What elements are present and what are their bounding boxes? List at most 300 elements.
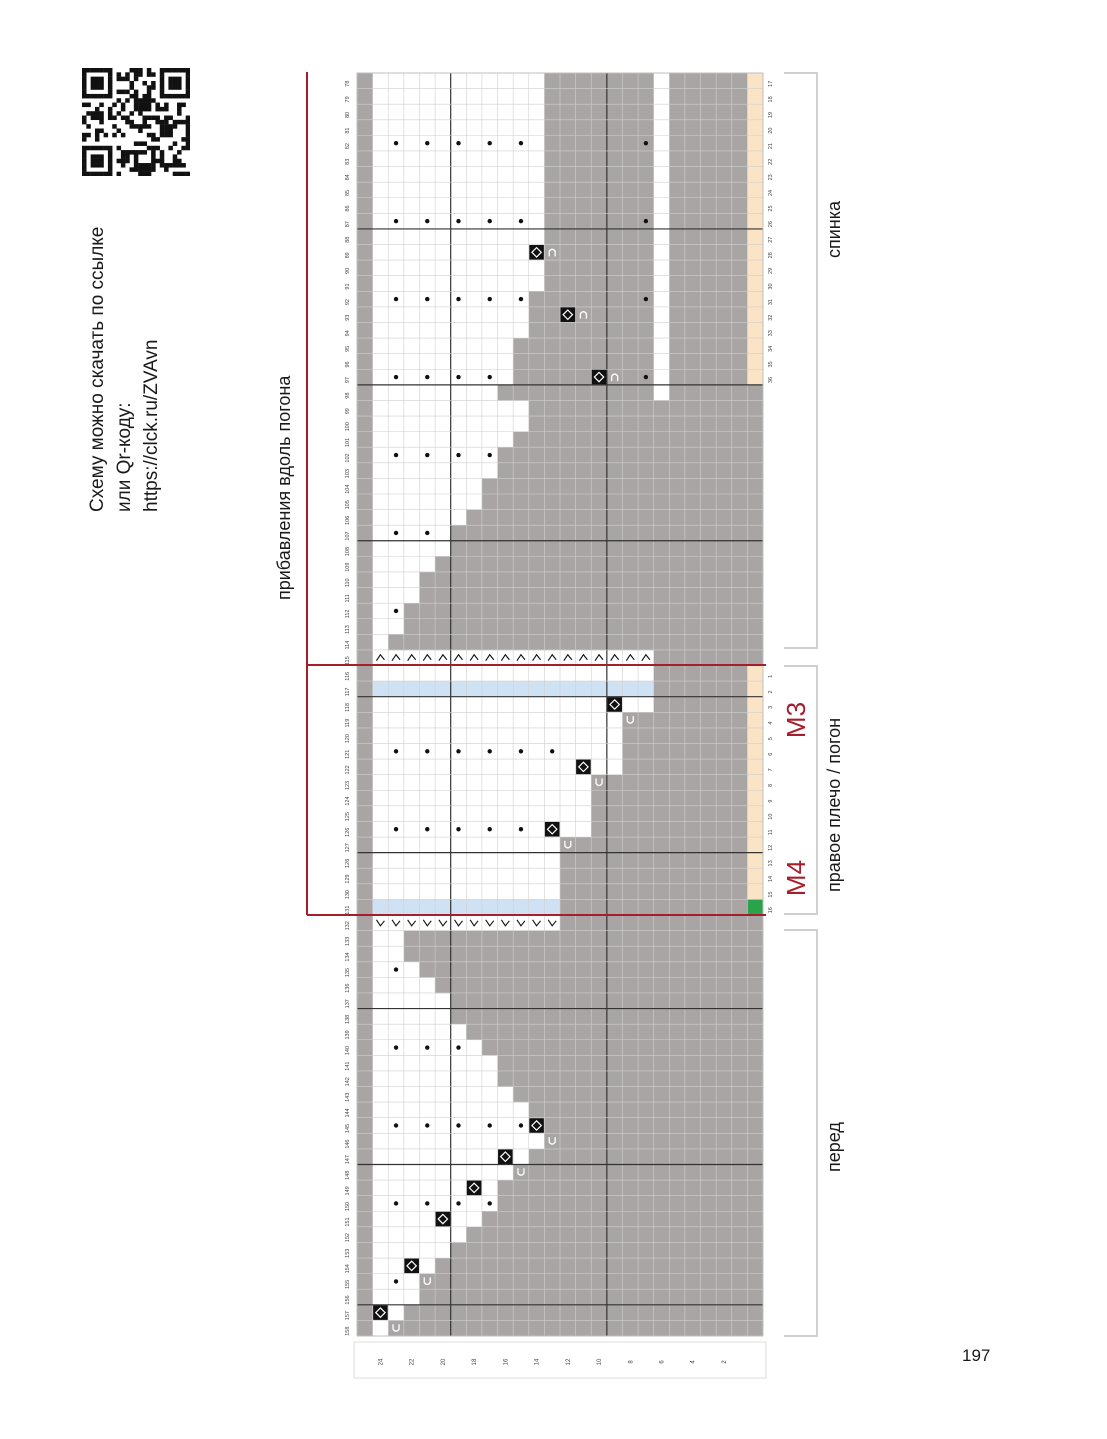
- counter-label: 25: [768, 205, 774, 212]
- no-stitch-cell: [404, 1305, 763, 1321]
- section-label-pered: перед: [824, 1122, 844, 1172]
- no-stitch-cell: [544, 245, 654, 261]
- row-label: 119: [345, 718, 351, 728]
- row-label: 108: [345, 546, 351, 557]
- counter-label: 32: [768, 314, 774, 321]
- no-stitch-cell: [357, 89, 373, 105]
- no-stitch-cell: [435, 1258, 763, 1274]
- counter-label: 1: [768, 674, 774, 678]
- purl-dot: [394, 297, 398, 301]
- row-label: 118: [345, 703, 351, 712]
- counter-label: 34: [768, 345, 774, 352]
- purl-dot: [394, 1045, 398, 1049]
- counter-label: 7: [768, 768, 774, 772]
- counter-label: 3: [768, 705, 774, 710]
- bracket-pered: [784, 930, 817, 1336]
- row-label: 151: [345, 1217, 351, 1227]
- counter-label: 17: [768, 80, 774, 87]
- no-stitch-cell: [357, 853, 373, 869]
- no-stitch-cell: [357, 619, 373, 635]
- no-stitch-cell: [357, 977, 373, 993]
- counter-label: 16: [768, 907, 774, 914]
- purl-dot: [456, 1045, 460, 1049]
- row-label: 154: [345, 1264, 351, 1274]
- counter-label: 5: [768, 737, 774, 741]
- no-stitch-cell: [357, 416, 373, 432]
- counter-label: 4: [768, 721, 774, 725]
- no-stitch-cell: [529, 416, 764, 432]
- no-stitch-cell: [357, 946, 373, 962]
- counter-label: 12: [768, 844, 774, 851]
- purl-dot: [394, 141, 398, 145]
- no-stitch-cell: [357, 400, 373, 416]
- no-stitch-cell: [357, 899, 373, 915]
- purl-dot: [456, 749, 460, 753]
- row-label: 124: [345, 796, 351, 806]
- no-stitch-cell: [357, 1164, 373, 1180]
- counter-label: 10: [768, 813, 774, 820]
- counter-label: 6: [768, 752, 774, 756]
- no-stitch-cell: [357, 712, 373, 728]
- purl-dot: [425, 141, 429, 145]
- row-label: 101: [345, 437, 351, 448]
- no-stitch-cell: [357, 681, 373, 697]
- row-label: 105: [345, 500, 351, 510]
- purl-dot: [425, 297, 429, 301]
- purl-dot: [425, 827, 429, 831]
- row-label: 152: [345, 1233, 351, 1243]
- stitch-label: 18: [472, 1358, 479, 1366]
- counter-label: 20: [768, 127, 774, 134]
- no-stitch-cell: [404, 619, 763, 635]
- no-stitch-cell: [622, 728, 763, 744]
- no-stitch-cell: [357, 307, 373, 323]
- purl-dot: [519, 141, 523, 145]
- no-stitch-cell: [654, 681, 764, 697]
- no-stitch-cell: [544, 120, 654, 136]
- no-stitch-cell: [513, 338, 654, 354]
- no-stitch-cell: [357, 494, 373, 510]
- no-stitch-cell: [357, 1196, 373, 1212]
- no-stitch-cell: [357, 447, 373, 463]
- no-stitch-cell: [357, 603, 373, 619]
- row-label: 103: [345, 469, 351, 479]
- row-label: 84: [345, 174, 351, 181]
- no-stitch-cell: [357, 1024, 373, 1040]
- no-stitch-cell: [357, 276, 373, 292]
- row-label: 115: [345, 656, 351, 666]
- no-stitch-cell: [529, 1102, 764, 1118]
- counter-label: 14: [768, 875, 774, 883]
- no-stitch-cell: [435, 556, 763, 572]
- no-stitch-cell: [357, 260, 373, 276]
- no-stitch-cell: [544, 89, 654, 105]
- no-stitch-cell: [357, 463, 373, 479]
- row-label: 145: [345, 1123, 351, 1134]
- row-label: 114: [345, 640, 351, 650]
- no-stitch-cell: [357, 588, 373, 604]
- counter-label: 30: [768, 283, 774, 290]
- no-stitch-cell: [544, 229, 654, 245]
- no-stitch-cell: [357, 1071, 373, 1087]
- row-label: 147: [345, 1155, 351, 1165]
- purl-dot: [519, 1123, 523, 1127]
- purl-dot: [456, 375, 460, 379]
- row-label: 81: [345, 127, 351, 134]
- purl-dot: [456, 1123, 460, 1127]
- no-stitch-cell: [622, 712, 763, 728]
- stitch-label: 20: [440, 1358, 447, 1366]
- counter-label: 29: [768, 267, 774, 274]
- stitch-label: 12: [565, 1358, 572, 1366]
- no-stitch-cell: [357, 369, 373, 385]
- no-stitch-cell: [357, 697, 373, 713]
- row-label: 83: [345, 158, 351, 165]
- purl-dot: [519, 827, 523, 831]
- no-stitch-cell: [544, 198, 654, 214]
- no-stitch-cell: [357, 245, 373, 261]
- purl-dot: [644, 141, 648, 145]
- counter-label: 27: [768, 236, 774, 243]
- no-stitch-cell: [357, 541, 373, 557]
- no-stitch-cell: [591, 775, 763, 791]
- purl-dot: [456, 1201, 460, 1205]
- purl-dot: [425, 1123, 429, 1127]
- section-label-shoulder: правое плечо / погон: [824, 717, 844, 892]
- counter-label: 23: [768, 174, 774, 181]
- no-stitch-cell: [654, 666, 764, 682]
- no-stitch-cell: [357, 884, 373, 900]
- no-stitch-cell: [357, 1227, 373, 1243]
- purl-dot: [394, 749, 398, 753]
- no-stitch-cell: [544, 213, 654, 229]
- purl-dot: [394, 967, 398, 971]
- purl-dot: [425, 1045, 429, 1049]
- counter-label: 13: [768, 860, 774, 867]
- row-label: 132: [345, 921, 351, 931]
- counter-label: 24: [768, 189, 774, 197]
- no-stitch-cell: [357, 291, 373, 307]
- counter-label: 19: [768, 111, 774, 119]
- purl-dot: [394, 453, 398, 457]
- row-label: 93: [345, 314, 351, 321]
- purl-dot: [488, 1123, 492, 1127]
- row-label: 122: [345, 765, 351, 775]
- row-label: 130: [345, 890, 351, 900]
- purl-dot: [394, 1201, 398, 1205]
- row-label: 98: [345, 392, 351, 399]
- purl-dot: [425, 453, 429, 457]
- no-stitch-cell: [357, 1180, 373, 1196]
- no-stitch-cell: [357, 666, 373, 682]
- row-label: 89: [345, 252, 351, 259]
- row-label: 156: [345, 1295, 351, 1305]
- no-stitch-cell: [654, 697, 764, 713]
- row-label: 87: [345, 221, 351, 228]
- row-label: 149: [345, 1186, 351, 1196]
- purl-dot: [488, 297, 492, 301]
- row-label: 144: [345, 1108, 351, 1118]
- no-stitch-cell: [498, 447, 764, 463]
- row-label: 100: [345, 422, 351, 432]
- purl-dot: [519, 297, 523, 301]
- counter-label: 15: [768, 891, 774, 898]
- row-label: 88: [345, 236, 351, 243]
- row-label: 141: [345, 1061, 351, 1071]
- no-stitch-cell: [357, 759, 373, 775]
- no-stitch-cell: [544, 182, 654, 198]
- purl-dot: [488, 453, 492, 457]
- row-label: 107: [345, 531, 351, 541]
- no-stitch-cell: [357, 572, 373, 588]
- no-stitch-cell: [622, 759, 763, 775]
- purl-dot: [425, 749, 429, 753]
- purl-dot: [644, 297, 648, 301]
- row-label: 128: [345, 858, 351, 869]
- row-label: 140: [345, 1045, 351, 1056]
- no-stitch-cell: [357, 1102, 373, 1118]
- purl-dot: [394, 375, 398, 379]
- no-stitch-cell: [357, 120, 373, 136]
- no-stitch-cell: [560, 853, 763, 869]
- no-stitch-cell: [357, 993, 373, 1009]
- row-label: 112: [345, 609, 351, 619]
- no-stitch-cell: [357, 821, 373, 837]
- no-stitch-cell: [357, 1258, 373, 1274]
- stitch-label: 2: [721, 1360, 728, 1364]
- stitch-label: 8: [628, 1360, 635, 1364]
- no-stitch-cell: [498, 1055, 764, 1071]
- purl-dot: [456, 827, 460, 831]
- row-label: 113: [345, 625, 351, 634]
- no-stitch-cell: [357, 213, 373, 229]
- counter-label: 8: [768, 783, 774, 787]
- row-label: 131: [345, 905, 351, 915]
- counter-label: 2: [768, 690, 774, 694]
- stitch-label-strip: [354, 1342, 766, 1378]
- purl-dot: [519, 219, 523, 223]
- row-label: 153: [345, 1248, 351, 1258]
- no-stitch-cell: [357, 1305, 373, 1321]
- no-stitch-cell: [404, 946, 763, 962]
- no-stitch-cell: [357, 868, 373, 884]
- purl-dot: [488, 827, 492, 831]
- no-stitch-cell: [357, 1211, 373, 1227]
- stitch-label: 24: [378, 1358, 385, 1366]
- purl-dot: [425, 1201, 429, 1205]
- no-stitch-cell: [357, 915, 373, 931]
- counter-label: 31: [768, 299, 774, 306]
- no-stitch-cell: [357, 1087, 373, 1103]
- row-label: 121: [345, 749, 351, 759]
- row-label: 125: [345, 812, 351, 822]
- no-stitch-cell: [498, 1071, 764, 1087]
- row-label: 157: [345, 1311, 351, 1321]
- no-stitch-cell: [357, 198, 373, 214]
- no-stitch-cell: [357, 229, 373, 245]
- counter-label: 9: [768, 799, 774, 803]
- row-label: 143: [345, 1092, 351, 1102]
- no-stitch-cell: [357, 931, 373, 947]
- no-stitch-cell: [466, 1227, 763, 1243]
- row-label: 99: [345, 408, 351, 415]
- no-stitch-cell: [560, 915, 763, 931]
- no-stitch-cell: [357, 322, 373, 338]
- row-label: 148: [345, 1170, 351, 1180]
- no-stitch-cell: [513, 369, 654, 385]
- row-label: 137: [345, 999, 351, 1009]
- no-stitch-cell: [560, 899, 763, 915]
- row-label: 96: [345, 361, 351, 368]
- row-label: 136: [345, 983, 351, 993]
- row-label: 86: [345, 205, 351, 212]
- counter-label: 21: [768, 143, 774, 150]
- row-label: 150: [345, 1201, 351, 1212]
- purl-dot: [550, 749, 554, 753]
- row-label: 117: [345, 687, 351, 697]
- page-number: 197: [962, 1346, 991, 1365]
- no-stitch-cell: [357, 338, 373, 354]
- row-label: 111: [345, 594, 351, 603]
- no-stitch-cell: [357, 73, 373, 89]
- row-label: 126: [345, 827, 351, 837]
- no-stitch-cell: [357, 806, 373, 822]
- row-label: 97: [345, 376, 351, 384]
- no-stitch-cell: [404, 603, 763, 619]
- no-stitch-cell: [466, 1024, 763, 1040]
- stitch-label: 22: [409, 1358, 416, 1366]
- row-label: 94: [345, 330, 351, 337]
- no-stitch-cell: [357, 182, 373, 198]
- no-stitch-cell: [357, 775, 373, 791]
- purl-dot: [456, 453, 460, 457]
- row-label: 129: [345, 874, 351, 884]
- no-stitch-cell: [357, 556, 373, 572]
- purl-dot: [394, 609, 398, 613]
- row-label: 90: [345, 267, 351, 274]
- no-stitch-cell: [357, 1118, 373, 1134]
- no-stitch-cell: [357, 1009, 373, 1025]
- row-label: 123: [345, 780, 351, 791]
- no-stitch-cell: [591, 806, 763, 822]
- stitch-label: 10: [597, 1358, 604, 1366]
- no-stitch-cell: [357, 634, 373, 650]
- purl-dot: [456, 141, 460, 145]
- row-label: 158: [345, 1326, 351, 1336]
- no-stitch-cell: [560, 868, 763, 884]
- no-stitch-cell: [357, 167, 373, 183]
- no-stitch-cell: [357, 1040, 373, 1056]
- no-stitch-cell: [498, 1180, 764, 1196]
- no-stitch-cell: [357, 837, 373, 853]
- purl-dot: [519, 749, 523, 753]
- row-label: 120: [345, 734, 351, 744]
- purl-dot: [644, 375, 648, 379]
- row-label: 78: [345, 80, 351, 87]
- row-label: 104: [345, 484, 351, 494]
- stitch-label: 14: [534, 1358, 541, 1366]
- row-label: 91: [345, 283, 351, 290]
- no-stitch-cell: [357, 525, 373, 541]
- row-label: 106: [345, 515, 351, 525]
- no-stitch-cell: [357, 790, 373, 806]
- counter-label: 22: [768, 158, 774, 165]
- no-stitch-cell: [544, 260, 654, 276]
- no-stitch-cell: [529, 400, 764, 416]
- no-stitch-cell: [357, 1242, 373, 1258]
- row-label: 102: [345, 453, 351, 463]
- purl-dot: [394, 1123, 398, 1127]
- no-stitch-cell: [357, 478, 373, 494]
- row-label: 109: [345, 562, 351, 572]
- purl-dot: [456, 297, 460, 301]
- row-label: 85: [345, 189, 351, 197]
- no-stitch-cell: [357, 1133, 373, 1149]
- row-label: 80: [345, 111, 351, 119]
- marker-m4: M4: [781, 859, 811, 897]
- row-label: 134: [345, 952, 351, 962]
- no-stitch-cell: [357, 650, 373, 666]
- purl-dot: [488, 375, 492, 379]
- purl-dot: [644, 219, 648, 223]
- no-stitch-cell: [544, 73, 654, 89]
- no-stitch-cell: [404, 931, 763, 947]
- no-stitch-cell: [654, 650, 764, 666]
- stitch-label: 16: [503, 1358, 510, 1366]
- bracket-spinka: [784, 73, 817, 648]
- purl-dot: [488, 749, 492, 753]
- no-stitch-cell: [560, 837, 763, 853]
- no-stitch-cell: [357, 432, 373, 448]
- purl-dot: [425, 219, 429, 223]
- row-label: 133: [345, 936, 351, 946]
- note-line-1: Схему можно скачать по ссылке: [87, 226, 108, 512]
- row-label: 82: [345, 143, 351, 150]
- no-stitch-cell: [357, 151, 373, 167]
- stitch-label: 4: [690, 1360, 697, 1364]
- no-stitch-cell: [357, 104, 373, 120]
- marker-m3: M3: [781, 701, 811, 739]
- no-stitch-cell: [357, 728, 373, 744]
- section-label-spinka: спинка: [824, 200, 844, 258]
- no-stitch-cell: [357, 1055, 373, 1071]
- purl-dot: [394, 827, 398, 831]
- no-stitch-cell: [544, 104, 654, 120]
- green-marker-cell: [747, 899, 763, 915]
- row-label: 116: [345, 671, 351, 681]
- purl-dot: [394, 531, 398, 535]
- purl-dot: [488, 219, 492, 223]
- row-label: 110: [345, 578, 351, 588]
- row-label: 95: [345, 345, 351, 352]
- purl-dot: [425, 531, 429, 535]
- row-label: 135: [345, 967, 351, 978]
- no-stitch-cell: [357, 1149, 373, 1165]
- note-link[interactable]: https://clck.ru/ZVAvn: [141, 339, 162, 512]
- counter-label: 26: [768, 221, 774, 228]
- row-label: 142: [345, 1077, 351, 1087]
- no-stitch-cell: [544, 151, 654, 167]
- purl-dot: [488, 141, 492, 145]
- purl-dot: [394, 219, 398, 223]
- no-stitch-cell: [357, 1274, 373, 1290]
- counter-label: 28: [768, 252, 774, 259]
- section-label-pribav: прибавления вдоль погона: [274, 375, 294, 600]
- no-stitch-cell: [498, 463, 764, 479]
- no-stitch-cell: [560, 884, 763, 900]
- note-line-2: или Qr-коду:: [114, 402, 135, 512]
- row-label: 155: [345, 1279, 351, 1290]
